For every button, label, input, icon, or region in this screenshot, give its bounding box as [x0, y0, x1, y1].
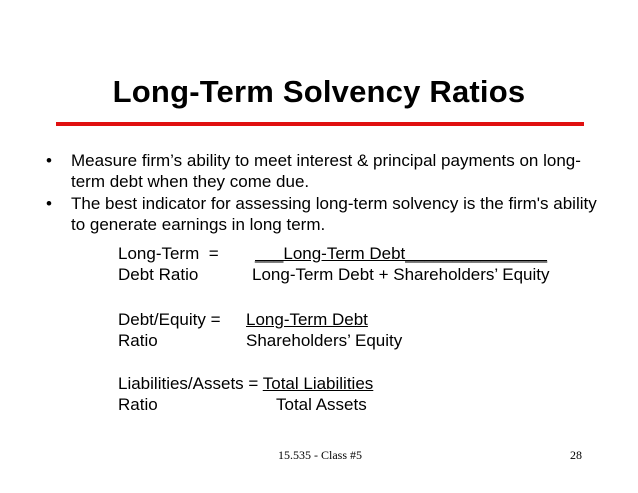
la-label-text: Liabilities/Assets = — [118, 374, 263, 393]
footer-page-number: 28 — [570, 448, 582, 462]
la-denominator: Total Assets — [276, 395, 367, 414]
la-label-line1 — [118, 374, 373, 394]
ltdr-denominator: Long-Term Debt + Shareholders’ Equity — [252, 265, 550, 284]
bullet-text: Measure firm’s ability to meet interest & principal payments on long-term debt when they come due. — [71, 151, 581, 191]
slide-title: Long-Term Solvency Ratios — [112, 74, 526, 109]
bullet-item — [40, 150, 600, 192]
de-denominator: Shareholders’ Equity — [246, 331, 403, 350]
de-numerator: Long-Term Debt — [246, 310, 368, 329]
ltdr-label-line1: Long-Term = — [118, 244, 219, 263]
title-divider — [56, 122, 584, 126]
ltdr-numerator: ___Long-Term Debt_______________ — [255, 244, 548, 263]
footer-course: 15.535 - Class #5 — [278, 448, 362, 462]
ltdr-label-line2: Debt Ratio — [118, 265, 199, 284]
bullet-text: The best indicator for assessing long-term solvency is the firm's ability to generate earnings in long term. — [71, 194, 597, 234]
bullet-symbol: • — [46, 194, 52, 213]
la-label-line2: Ratio — [118, 395, 158, 414]
de-label-line1: Debt/Equity = — [118, 310, 221, 329]
de-label-line2: Ratio — [118, 331, 158, 350]
bullet-list — [40, 150, 600, 236]
bullet-symbol: • — [46, 151, 52, 170]
la-numerator: Total Liabilities — [262, 374, 374, 393]
bullet-item — [40, 193, 600, 235]
